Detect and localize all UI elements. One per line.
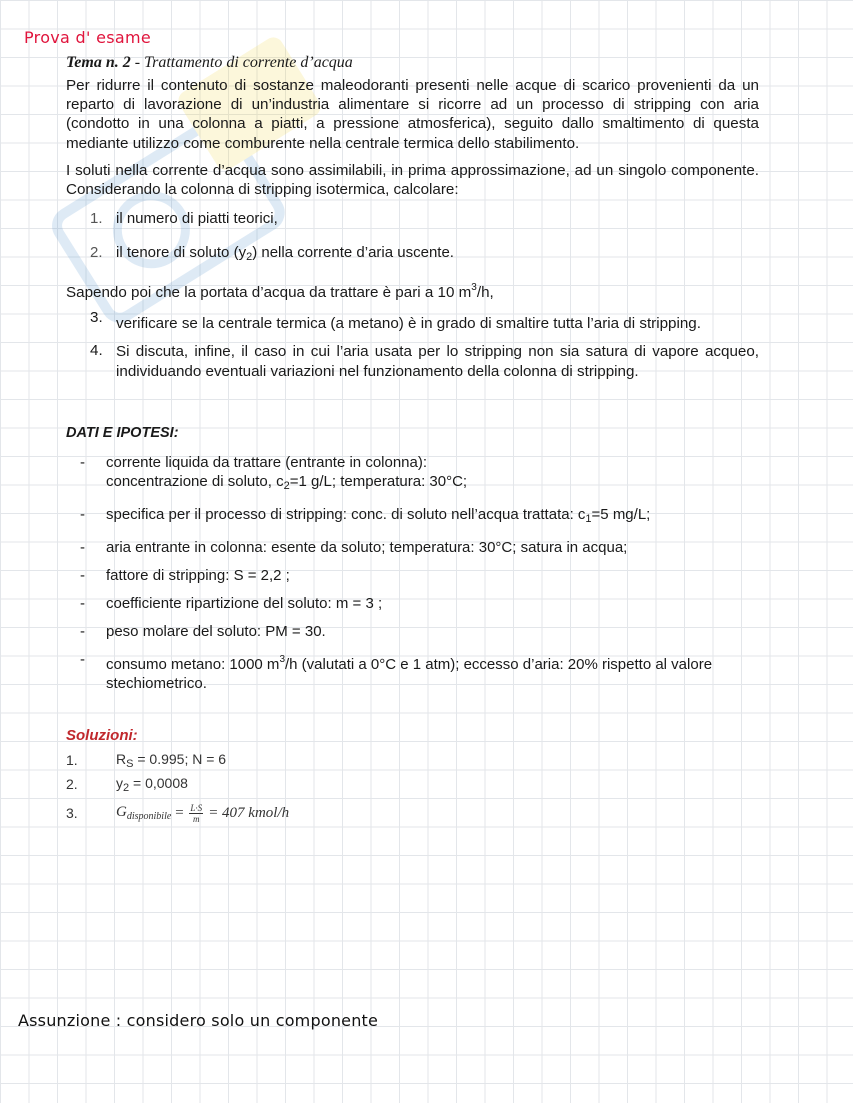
solution-3: 3. $G_{disponibile}$ = $\frac{L\cdot S}{m}$ = 407 kmol/h <box>66 802 290 824</box>
dati-item: - corrente liquida da trattare (entrante in colonna): concentrazione di soluto, $c_2=1$ g/L; temperatura: 30°C; <box>80 454 468 493</box>
dati-item: - specifica per il processo di stripping: conc. di soluto nell’acqua trattata: $c_1=5$ mg/L; <box>80 506 651 526</box>
tema-label: Tema n. 2 <box>66 54 131 71</box>
sapendo-line: Sapendo poi che la portata d’acqua da trattare è pari a 10 $m^3/h$, <box>66 282 494 302</box>
dati-item: - peso molare del soluto: PM = 30. <box>80 623 326 641</box>
tema-title: Trattamento di corrente d’acqua <box>144 54 353 71</box>
question-4: 4. Si discuta, infine, il caso in cui l’aria usata per lo stripping non sia satura di vapore acqueo, individuando eventuali variazioni nel funzionamento della colonna di stripping. <box>90 342 759 380</box>
tema-sep: - <box>130 54 145 71</box>
dati-item: - aria entrante in colonna: esente da soluto; temperatura: 30°C; satura in acqua; <box>80 539 628 557</box>
intro-paragraph-2: I soluti nella corrente d’acqua sono assimilabili, in prima approssimazione, ad un singolo componente. Considerando la colonna di stripping isotermica, calcolare: <box>66 161 759 199</box>
tema-heading <box>66 54 759 72</box>
soluzioni-title: Soluzioni: <box>66 727 138 745</box>
solution-1: 1. $R_S = 0.995$; N = 6 <box>66 750 227 770</box>
dati-list <box>80 453 759 693</box>
dati-item: - fattore di stripping: S = 2,2 ; <box>80 567 290 585</box>
question-list-a <box>90 210 759 263</box>
dati-title: DATI E IPOTESI: <box>66 425 179 442</box>
solution-3-formula: $G_{disponibile}$ = $\frac{L\cdot S}{m}$ = 407 kmol/h <box>116 802 290 824</box>
handwritten-title: Prova d' esame <box>24 28 151 47</box>
handwritten-note: Assunzione : considero solo un componente <box>18 1011 379 1030</box>
dati-item: - consumo metano: 1000 $m^3/h$ (valutati a 0°C e 1 atm); eccesso d’aria: 20% rispetto al valore stechiometrico. <box>80 651 713 693</box>
question-2: 2. il tenore di soluto $(y_2)$ nella corrente d’aria uscente. <box>90 244 454 264</box>
question-3: 3. verificare se la centrale termica (a metano) è in grado di smaltire tutta l’aria di stripping. <box>90 309 701 333</box>
question-1: 1. il numero di piatti teorici, <box>90 210 278 228</box>
exam-sheet <box>66 54 759 830</box>
soluzioni-list <box>66 748 759 830</box>
intro-paragraph-1: Per ridurre il contenuto di sostanze maleodoranti presenti nelle acque di scarico provenienti da un reparto di lavorazione di un’industria alimentare si ricorre ad un processo di stripping con aria (condotto in una colonna a piatti, a pressione atmosferica), seguito dallo smaltimento di questa mediante utilizzo come comburente nella centrale termica dello stabilimento. <box>66 77 759 152</box>
solution-2: 2. $y_2 = 0,0008$ <box>66 774 188 794</box>
question-list-b <box>90 309 759 381</box>
dati-item: - coefficiente ripartizione del soluto: m = 3 ; <box>80 595 383 613</box>
